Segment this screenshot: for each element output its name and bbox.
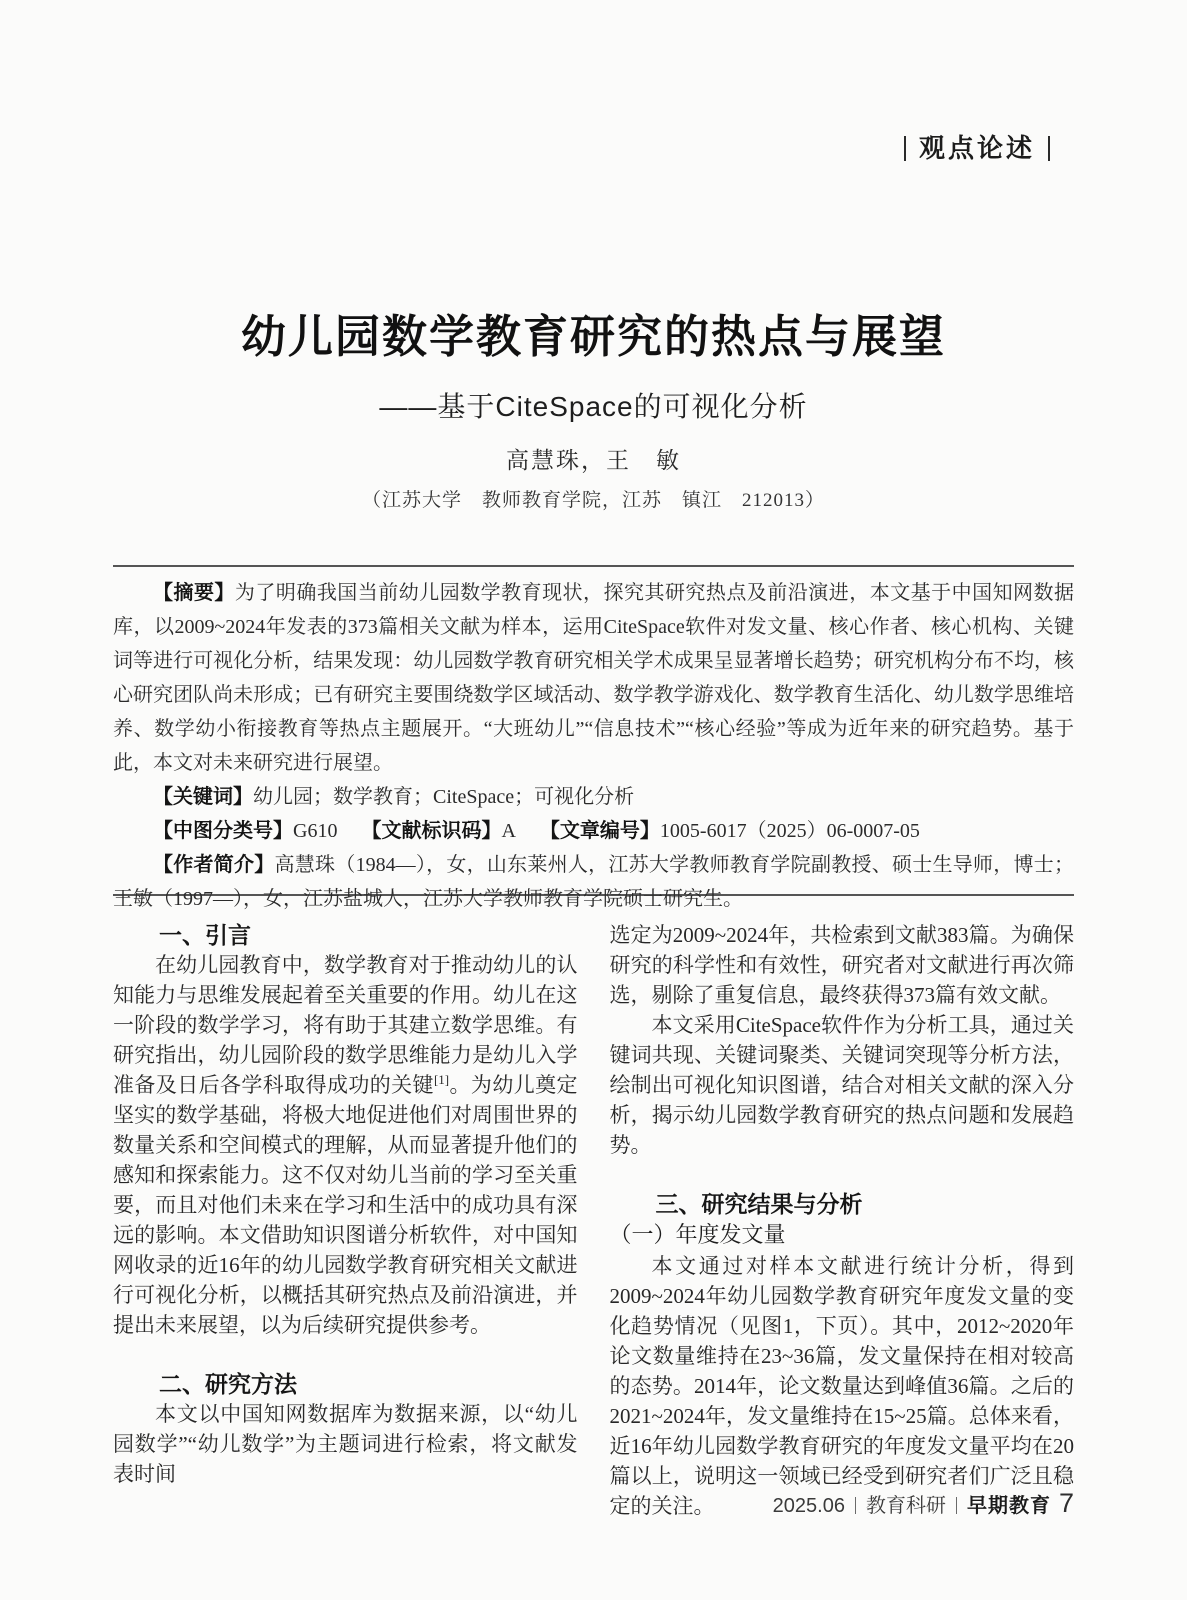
doc-code-value: A: [501, 820, 516, 842]
keywords-line: [113, 780, 1074, 814]
footer-divider-1: [855, 1497, 856, 1514]
left-bar-divider: [904, 136, 906, 161]
methods-paragraph: 本文以中国知网数据库为数据来源，以“幼儿园数学”“幼儿数学”为主题词进行检索，将文献发表时间: [113, 1402, 578, 1486]
bio-text: 高慧珠（1984—），女，山东莱州人，江苏大学教师教育学院副教授、硕士生导师，博士；王敏（1997—），女，江苏盐城人，江苏大学教师教育学院硕士研究生。: [113, 854, 1075, 910]
article-subtitle: ——基于CiteSpace的可视化分析: [379, 391, 808, 422]
intro-text-b: 。为幼儿奠定坚实的数学基础，将极大地促进他们对周围世界的数量关系和空间模式的理解，从而显著提升他们的感知和探索能力。这不仅对幼儿当前的学习至关重要，而且对他们未来在学习和生活中的成功具有深远的影响。本文借助知识图谱分析软件，对中国知网收录的近16年的幼儿园数学教育研究相关文献进行可视化分析，以概括其研究热点及前沿演进，并提出未来展望，以为后续研究提供参考。: [113, 1073, 578, 1337]
page-footer: [773, 1488, 1074, 1519]
methods-continuation-paragraph: 选定为2009~2024年，共检索到文献383篇。为确保研究的科学性和有效性，研究者对文献进行再次筛选，剔除了重复信息，最终获得373篇有效文献。: [609, 923, 1074, 1007]
clc-value: G610: [293, 820, 338, 842]
bio-label: 【作者简介】: [153, 854, 275, 876]
abstract-text: 为了明确我国当前幼儿园数学教育现状，探究其研究热点及前沿演进，本文基于中国知网数据库，以2009~2024年发表的373篇相关文献为样本，运用CiteSpace软件对发文量、核心作者、核心机构、关键词等进行可视化分析，结果发现：幼儿园数学教育研究相关学术成果呈显著增长趋势；研究机构分布不均，核心研究团队尚未形成；已有研究主要围绕数学区域活动、数学教学游戏化、数学教育生活化、幼儿数学思维培养、数学幼小衔接教育等热点主题展开。“大班幼儿”“信息技术”“核心经验”等成为近年来的研究趋势。基于此，本文对未来研究进行展望。: [113, 582, 1075, 774]
left-column: [113, 920, 578, 1521]
abstract-paragraph: [113, 576, 1074, 780]
intro-paragraph: [113, 950, 578, 1340]
right-column: [610, 920, 1075, 1521]
title-block: [0, 300, 1187, 512]
article-title: 幼儿园数学教育研究的热点与展望: [240, 312, 946, 362]
article-body: [113, 920, 1074, 1521]
section-tag-label: 观点论述: [918, 134, 1035, 163]
reference-superscript: [1]: [433, 1072, 450, 1087]
top-divider-rule: [113, 565, 1074, 567]
article-id-value: 1005-6017（2025）06-0007-05: [659, 820, 920, 842]
article-id-label: 【文章编号】: [539, 820, 660, 842]
footer-issue: 2025.06: [772, 1495, 845, 1517]
footer-journal-name: 早期教育: [966, 1495, 1051, 1517]
classification-line: [113, 814, 1074, 848]
clc-label: 【中图分类号】: [153, 820, 293, 842]
tool-paragraph: 本文采用CiteSpace软件作为分析工具，通过关键词共现、关键词聚类、关键词突现等分析方法，绘制出可视化知识图谱，结合对相关文献的深入分析，揭示幼儿园数学教育研究的热点问题和发展趋势。: [609, 1013, 1074, 1157]
section-tag: [891, 128, 1063, 165]
keywords-text: 幼儿园；数学教育；CiteSpace；可视化分析: [253, 786, 635, 808]
doc-code-label: 【文献标识码】: [361, 820, 502, 842]
heading-methods: 二、研究方法: [159, 1371, 297, 1397]
right-bar-divider: [1048, 136, 1050, 161]
article-authors: 高慧珠，王 敏: [506, 448, 681, 473]
heading-introduction: 一、引言: [159, 922, 251, 948]
abstract-label: 【摘要】: [153, 582, 235, 604]
keywords-label: 【关键词】: [153, 786, 253, 808]
intro-text-a: 在幼儿园教育中，数学教育对于推动幼儿的认知能力与思维发展起着至关重要的作用。幼儿在这一阶段的数学学习，将有助于其建立数学思维。有研究指出，幼儿园阶段的数学思维能力是幼儿入学准备及日后各学科取得成功的关键: [113, 953, 578, 1097]
footer-divider-2: [956, 1497, 957, 1514]
article-affiliation: （江苏大学 教师教育学院，江苏 镇江 212013）: [361, 490, 825, 511]
footer-page-number: 7: [1058, 1488, 1074, 1518]
subheading-annual-output: （一）年度发文量: [609, 1222, 786, 1247]
footer-section: 教育科研: [865, 1495, 946, 1517]
front-matter: [113, 576, 1074, 916]
author-bio-line: [113, 848, 1074, 916]
heading-results: 三、研究结果与分析: [655, 1191, 863, 1217]
annual-output-paragraph: 本文通过对样本文献进行统计分析，得到2009~2024年幼儿园数学教育研究年度发文量的变化趋势情况（见图1，下页）。其中，2012~2020年论文数量维持在23~36篇，发文量保持在相对较高的态势。2014年，论文数量达到峰值36篇。之后的2021~2024年，发文量维持在15~25篇。总体来看，近16年幼儿园数学教育研究的年度发文量平均在20篇以上，说明这一领域已经受到研究者们广泛且稳定的关注。: [609, 1254, 1074, 1518]
